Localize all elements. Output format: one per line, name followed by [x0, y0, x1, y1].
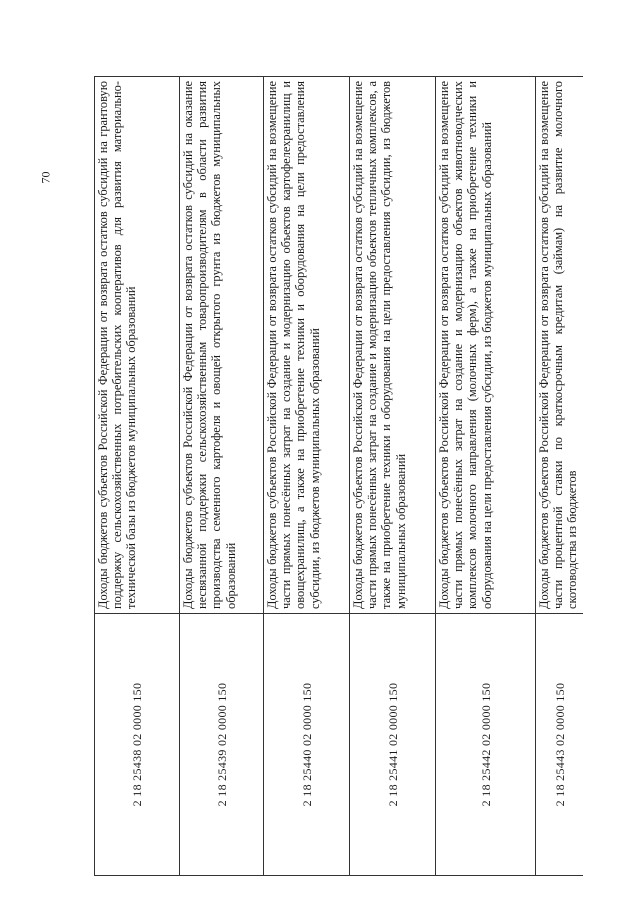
table-row	[95, 77, 180, 876]
table-row	[264, 77, 350, 876]
budget-code-cell: 2 18 25440 02 0000 150	[264, 614, 350, 876]
description-cell: Доходы бюджетов субъектов Российской Федерации от возврата остатков субсидий на возмещение части прямых понесённых затрат на создание и модернизацию объектов животноводческих комплексов молочного направления (молочных ферм), а также на приобретение техники и оборудования на цели предоставления субсидии, из бюджетов муниципальных образований	[436, 77, 536, 614]
budget-code-cell: 2 18 25439 02 0000 150	[180, 614, 264, 876]
budget-code-cell: 2 18 25438 02 0000 150	[95, 614, 180, 876]
budget-codes-table	[94, 76, 583, 876]
rotated-table-container	[94, 76, 582, 876]
page-number: 70	[38, 171, 53, 184]
budget-code-cell: 2 18 25441 02 0000 150	[350, 614, 436, 876]
budget-code-cell: 2 18 25442 02 0000 150	[436, 614, 536, 876]
description-cell: Доходы бюджетов субъектов Российской Федерации от возврата остатков субсидий на грантовую поддержку сельскохозяйственных потребительских кооперативов для развития материально-технической базы из бюджетов муниципальных образований	[95, 77, 180, 614]
table-row	[436, 77, 536, 876]
description-cell: Доходы бюджетов субъектов Российской Федерации от возврата остатков субсидий на возмещение части прямых понесённых затрат на создание и модернизацию объектов картофелехранилищ и овощехранилищ, а также на приобретение техники и оборудования на цели предоставления субсидии, из бюджетов муниципальных образований	[264, 77, 350, 614]
description-cell: Доходы бюджетов субъектов Российской Федерации от возврата остатков субсидий на возмещение части прямых понесённых затрат на создание и модернизацию объектов тепличных комплексов, а также на приобретение техники и оборудования на цели предоставления субсидии, из бюджетов муниципальных образований	[350, 77, 436, 614]
table-row	[536, 77, 583, 876]
table-row	[350, 77, 436, 876]
description-cell: Доходы бюджетов субъектов Российской Федерации от возврата остатков субсидий на возмещение части процентной ставки по краткосрочным кредитам (займам) на развитие молочного скотоводства из бюджетов	[536, 77, 583, 614]
table-row	[180, 77, 264, 876]
description-cell: Доходы бюджетов субъектов Российской Федерации от возврата остатков субсидий на оказание несвязанной поддержки сельскохозяйственным товаропроизводителям в области развития производства семенного картофеля и овощей открытого грунта из бюджетов муниципальных образований	[180, 77, 264, 614]
budget-code-cell: 2 18 25443 02 0000 150	[536, 614, 583, 876]
